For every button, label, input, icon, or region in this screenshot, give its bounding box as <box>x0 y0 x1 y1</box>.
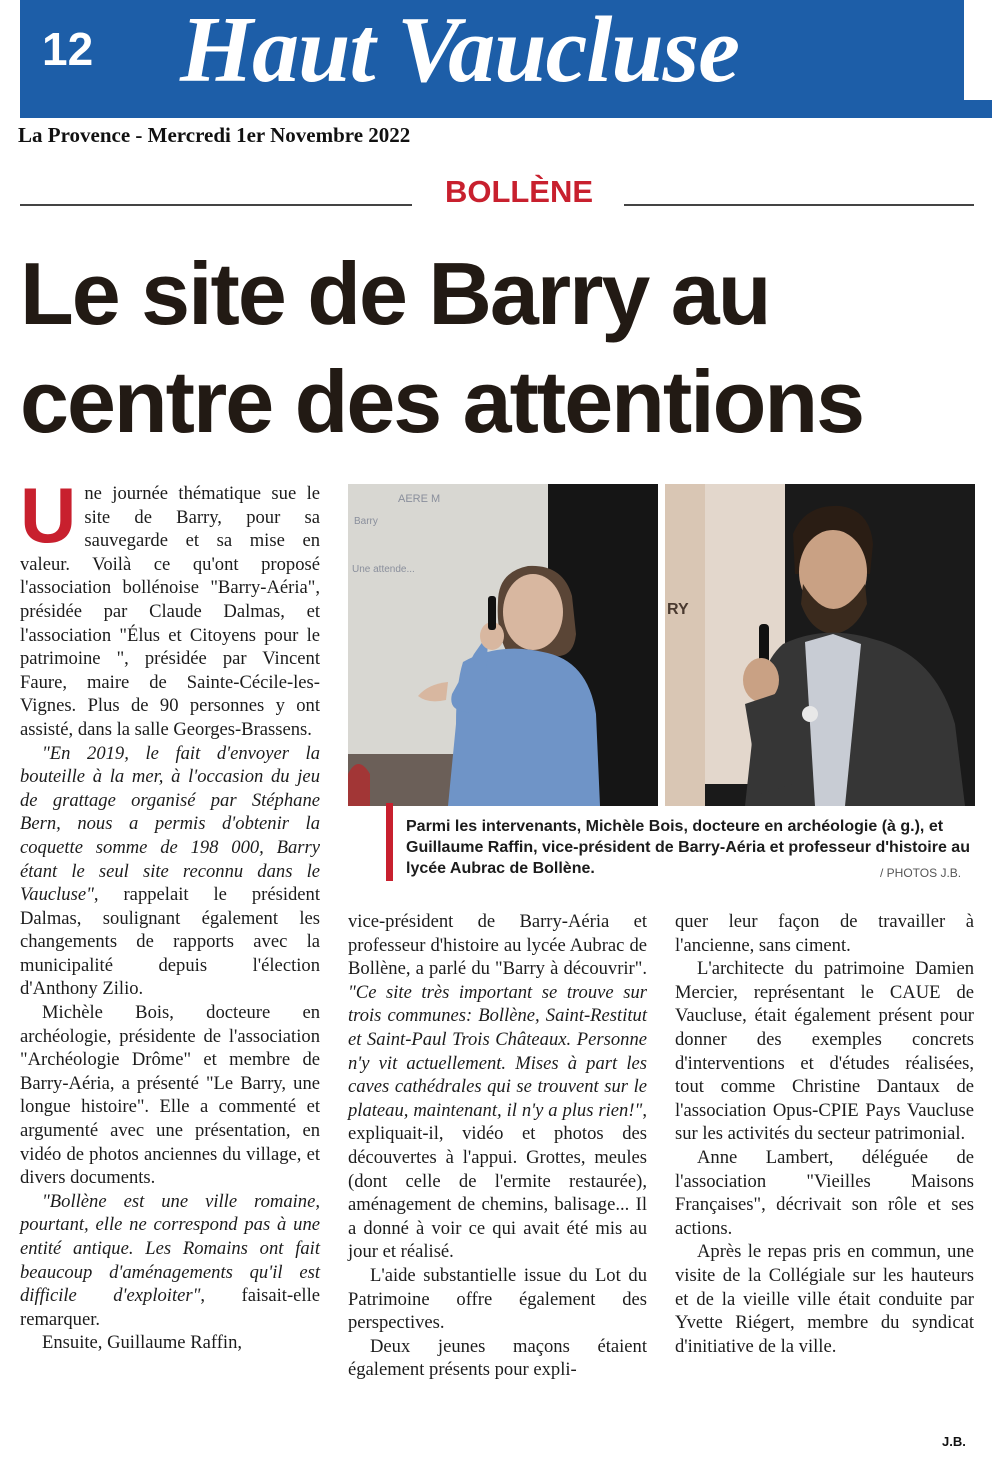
caption-accent-bar <box>386 803 393 881</box>
paragraph-5-continued: vice-président de Barry-Aéria et professeur d'histoire au lycée Aubrac de Bollène, a parlé du "Barry à découvrir". <box>348 911 647 980</box>
quote-dalmas: "En 2019, le fait d'envoyer la bouteille à la mer, à l'occasion du jeu de grattage organisé par Stéphane Bern, nous a permis d'obtenir la coquette somme de 198 000, Barry étant le seul site reconnu dans le Vaucluse" <box>20 742 320 906</box>
article-headline <box>20 240 980 456</box>
paragraph-macons-start: Deux jeunes maçons étaient également présents pour expli- <box>348 1335 647 1381</box>
headline-line-2: centre des attentions <box>20 352 864 451</box>
masthead-banner <box>20 0 964 118</box>
sign-text: RY <box>667 601 689 618</box>
paragraph-quote-dalmas <box>20 742 320 1002</box>
rubric-rule-right <box>624 204 974 206</box>
slide-text-3: Une attende... <box>352 564 415 575</box>
paragraph-raffin-continued <box>348 910 647 1264</box>
rubric-row <box>20 174 974 210</box>
paragraph-lede <box>20 471 320 742</box>
photo-credit: / PHOTOS J.B. <box>880 866 962 880</box>
paragraph-2-rest: , rappelait le président Dalmas, soulignant également les changements de rapports avec la municipalité depuis l'élection d'Anthony Zilio. <box>20 884 320 1000</box>
photo-michele-bois <box>348 484 658 806</box>
paragraph-damien-mercier: L'architecte du patrimoine Damien Mercier, représentant le CAUE de Vaucluse, était également présent pour donner des exemples concrets d'interventions et d'études réalisées, tout comme Christine Dantaux de l'association Opus-CPIE Pays Vaucluse sur les activités du secteur patrimonial. <box>675 958 974 1145</box>
quote-raffin: "Ce site très important se trouve sur trois communes: Bollène, Saint-Restitut et Saint-Paul Trois Châteaux. Personne n'y vit actuellement. Mises à part les caves cathédrales qui se trouvent sur le plateau, maintenant, il n'y a plus rien!" <box>348 981 647 1121</box>
paragraph-4-rest: , faisait-elle remarquer. <box>20 1285 320 1330</box>
rubric-rule-left <box>20 204 412 206</box>
article-column-2 <box>348 910 647 1382</box>
speaker-woman-illustration <box>348 484 658 806</box>
author-signature: J.B. <box>942 1434 966 1449</box>
slide-text-1: AERE M <box>398 493 441 505</box>
photo-guillaume-raffin <box>665 484 975 806</box>
speaker-man-illustration <box>665 484 975 806</box>
slide-text-2: Barry <box>354 516 378 527</box>
photo-caption: Parmi les intervenants, Michèle Bois, docteure en archéologie (à g.), et Guillaume Raffin, vice-président de Barry-Aéria et professeur d'histoire au lycée Aubrac de Bollène. <box>406 818 970 877</box>
section-title: Haut Vaucluse <box>180 0 739 102</box>
page-number: 12 <box>42 23 94 75</box>
dropcap-letter: U <box>20 471 77 559</box>
rubric-label: BOLLÈNE <box>444 174 594 209</box>
headline-line-1: Le site de Barry au <box>20 244 770 343</box>
paragraph-1-text: ne journée thématique sue le site de Barry, pour sa sauvegarde et sa mise en valeur. Voilà ce qu'ont proposé l'association bollénoise "Barry-Aéria", présidée par Claude Dalmas, et l'association "Élus et Citoyens pour le patrimoine ", présidée par Vincent Faure, maire de Sainte-Cécile-les-Vignes. Plus de 90 personnes y ont assisté, dans la salle Georges-Brassens. <box>20 483 320 740</box>
paragraph-quote-bois <box>20 1190 320 1332</box>
paragraph-michele-bois: Michèle Bois, docteure en archéologie, présidente de l'association "Archéologie Drôme" et membre de Barry-Aéria, a présenté "Le Barry, une longue histoire". Elle a commenté et argumenté avec une présentation, en vidéo de photos anciennes du village, et divers documents. <box>20 1002 320 1189</box>
paragraph-visite-collegiale: Après le repas pris en commun, une visite de la Collégiale sur les hauteurs et de la vieille ville était conduite par Yvette Riégert, membre du syndicat d'initiative de la ville. <box>675 1241 974 1357</box>
publication-dateline: La Provence - Mercredi 1er Novembre 2022 <box>18 123 411 147</box>
paragraph-5-rest: , expliquait-il, vidéo et photos des découvertes à l'appui. Grottes, meules (dont celle de l'ermite restaurée), aménagement de chemins, balisage... Il a donné à voir ce qui avait été mis au jour et réalisé. <box>348 1099 647 1263</box>
article-column-1 <box>20 471 320 1355</box>
paragraph-lot-patrimoine: L'aide substantielle issue du Lot du Patrimoine offre également des perspectives. <box>348 1264 647 1334</box>
paragraph-raffin-start: Ensuite, Guillaume Raffin, <box>42 1332 243 1354</box>
quote-bois: "Bollène est une ville romaine, pourtant, elle ne correspond pas à une entité antique. Les Romains ont fait beaucoup d'aménagements qu'il est difficile d'exploiter" <box>20 1190 320 1307</box>
article-column-3 <box>675 910 974 1358</box>
masthead-edge <box>964 100 992 118</box>
paragraph-anne-lambert: Anne Lambert, déléguée de l'association "Vieilles Maisons Françaises", décrivait son rôle et ses actions. <box>675 1146 974 1239</box>
paragraph-macons-continued: quer leur façon de travailler à l'ancienne, sans ciment. <box>675 911 974 956</box>
